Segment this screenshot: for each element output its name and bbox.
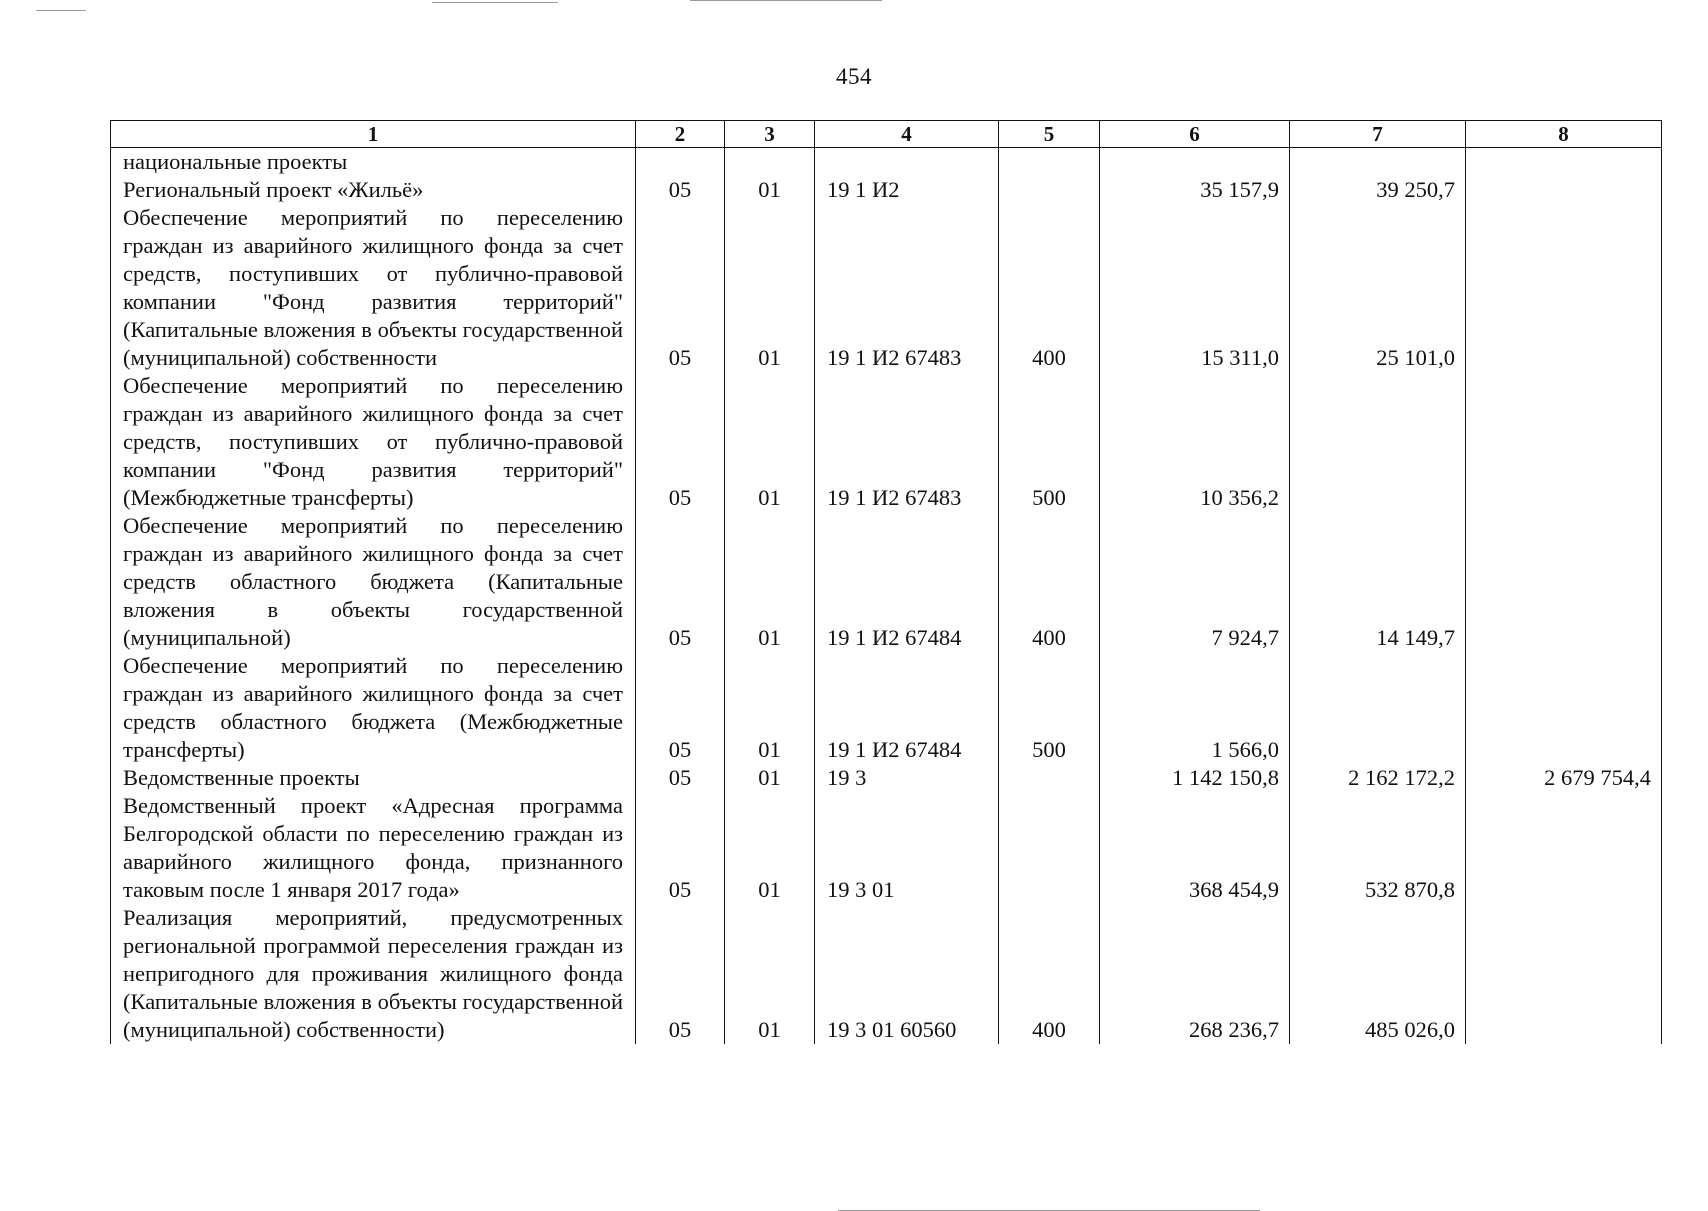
row-amount-col7: 485 026,0 bbox=[1290, 904, 1466, 1044]
row-name: Обеспечение мероприятий по переселению граждан из аварийного жилищного фонда за счет средств областного бюджета (Межбюджетные трансферты) bbox=[111, 652, 636, 764]
table-row bbox=[111, 904, 1662, 1044]
table-header-row bbox=[111, 121, 1662, 148]
row-name: Обеспечение мероприятий по переселению граждан из аварийного жилищного фонда за счет средств, поступивших от публично-правовой компании "Фонд развития территорий" (Капитальные вложения в объекты государственной (муниципальной) собственности bbox=[111, 204, 636, 372]
row-section bbox=[636, 148, 725, 177]
row-amount-col7: 39 250,7 bbox=[1290, 176, 1466, 204]
table-row bbox=[111, 792, 1662, 904]
row-amount-col6: 10 356,2 bbox=[1100, 372, 1290, 512]
table-row bbox=[111, 652, 1662, 764]
budget-table bbox=[110, 120, 1662, 1044]
row-amount-col8 bbox=[1466, 176, 1662, 204]
table-row bbox=[111, 372, 1662, 512]
column-header-4: 4 bbox=[815, 121, 999, 148]
row-amount-col6: 15 311,0 bbox=[1100, 204, 1290, 372]
row-target-code bbox=[815, 148, 999, 177]
row-section: 05 bbox=[636, 904, 725, 1044]
row-amount-col8 bbox=[1466, 904, 1662, 1044]
row-target-code: 19 1 И2 67483 bbox=[815, 204, 999, 372]
row-expense-type: 400 bbox=[999, 512, 1100, 652]
row-expense-type: 500 bbox=[999, 372, 1100, 512]
table-row bbox=[111, 204, 1662, 372]
row-subsection: 01 bbox=[725, 372, 815, 512]
row-amount-col8 bbox=[1466, 204, 1662, 372]
scan-artifact-line bbox=[690, 0, 882, 1]
row-subsection bbox=[725, 148, 815, 177]
row-section: 05 bbox=[636, 652, 725, 764]
row-expense-type: 400 bbox=[999, 904, 1100, 1044]
row-amount-col8 bbox=[1466, 372, 1662, 512]
row-name: Региональный проект «Жильё» bbox=[111, 176, 636, 204]
row-name: Ведомственный проект «Адресная программа Белгородской области по переселению граждан из аварийного жилищного фонда, признанного таковым после 1 января 2017 года» bbox=[111, 792, 636, 904]
row-expense-type: 400 bbox=[999, 204, 1100, 372]
row-amount-col6: 268 236,7 bbox=[1100, 904, 1290, 1044]
row-amount-col8 bbox=[1466, 652, 1662, 764]
row-expense-type: 500 bbox=[999, 652, 1100, 764]
row-name: Реализация мероприятий, предусмотренных региональной программой переселения граждан из непригодного для проживания жилищного фонда (Капитальные вложения в объекты государственной (муниципальной) собственности) bbox=[111, 904, 636, 1044]
scan-artifact-line bbox=[36, 10, 86, 11]
row-section: 05 bbox=[636, 764, 725, 792]
column-header-5: 5 bbox=[999, 121, 1100, 148]
row-subsection: 01 bbox=[725, 904, 815, 1044]
row-subsection: 01 bbox=[725, 204, 815, 372]
row-name: Обеспечение мероприятий по переселению граждан из аварийного жилищного фонда за счет средств областного бюджета (Капитальные вложения в объекты государственной (муниципальной) bbox=[111, 512, 636, 652]
row-subsection: 01 bbox=[725, 792, 815, 904]
row-expense-type bbox=[999, 764, 1100, 792]
table-row bbox=[111, 176, 1662, 204]
row-expense-type bbox=[999, 176, 1100, 204]
row-section: 05 bbox=[636, 512, 725, 652]
column-header-7: 7 bbox=[1290, 121, 1466, 148]
column-header-8: 8 bbox=[1466, 121, 1662, 148]
row-section: 05 bbox=[636, 792, 725, 904]
row-amount-col7: 14 149,7 bbox=[1290, 512, 1466, 652]
row-name: национальные проекты bbox=[111, 148, 636, 177]
row-amount-col7: 532 870,8 bbox=[1290, 792, 1466, 904]
row-target-code: 19 1 И2 67483 bbox=[815, 372, 999, 512]
row-expense-type bbox=[999, 148, 1100, 177]
scan-artifact-line bbox=[432, 2, 558, 3]
row-subsection: 01 bbox=[725, 176, 815, 204]
column-header-2: 2 bbox=[636, 121, 725, 148]
row-target-code: 19 1 И2 67484 bbox=[815, 512, 999, 652]
row-amount-col7 bbox=[1290, 148, 1466, 177]
row-amount-col8: 2 679 754,4 bbox=[1466, 764, 1662, 792]
row-subsection: 01 bbox=[725, 652, 815, 764]
row-amount-col7 bbox=[1290, 652, 1466, 764]
column-header-3: 3 bbox=[725, 121, 815, 148]
row-section: 05 bbox=[636, 204, 725, 372]
table-row bbox=[111, 764, 1662, 792]
row-subsection: 01 bbox=[725, 512, 815, 652]
row-amount-col6: 1 566,0 bbox=[1100, 652, 1290, 764]
row-amount-col7: 2 162 172,2 bbox=[1290, 764, 1466, 792]
row-subsection: 01 bbox=[725, 764, 815, 792]
row-target-code: 19 1 И2 bbox=[815, 176, 999, 204]
column-header-1: 1 bbox=[111, 121, 636, 148]
table-row bbox=[111, 148, 1662, 177]
row-expense-type bbox=[999, 792, 1100, 904]
row-section: 05 bbox=[636, 372, 725, 512]
row-section: 05 bbox=[636, 176, 725, 204]
row-amount-col6: 7 924,7 bbox=[1100, 512, 1290, 652]
row-target-code: 19 3 01 bbox=[815, 792, 999, 904]
row-amount-col6 bbox=[1100, 148, 1290, 177]
row-amount-col8 bbox=[1466, 792, 1662, 904]
table-row bbox=[111, 512, 1662, 652]
row-target-code: 19 3 bbox=[815, 764, 999, 792]
column-header-6: 6 bbox=[1100, 121, 1290, 148]
row-target-code: 19 1 И2 67484 bbox=[815, 652, 999, 764]
row-amount-col6: 368 454,9 bbox=[1100, 792, 1290, 904]
row-name: Ведомственные проекты bbox=[111, 764, 636, 792]
row-amount-col8 bbox=[1466, 148, 1662, 177]
page-number: 454 bbox=[836, 64, 872, 89]
row-amount-col8 bbox=[1466, 512, 1662, 652]
row-amount-col6: 1 142 150,8 bbox=[1100, 764, 1290, 792]
row-amount-col7 bbox=[1290, 372, 1466, 512]
row-name: Обеспечение мероприятий по переселению граждан из аварийного жилищного фонда за счет средств, поступивших от публично-правовой компании "Фонд развития территорий" (Межбюджетные трансферты) bbox=[111, 372, 636, 512]
row-target-code: 19 3 01 60560 bbox=[815, 904, 999, 1044]
row-amount-col7: 25 101,0 bbox=[1290, 204, 1466, 372]
row-amount-col6: 35 157,9 bbox=[1100, 176, 1290, 204]
